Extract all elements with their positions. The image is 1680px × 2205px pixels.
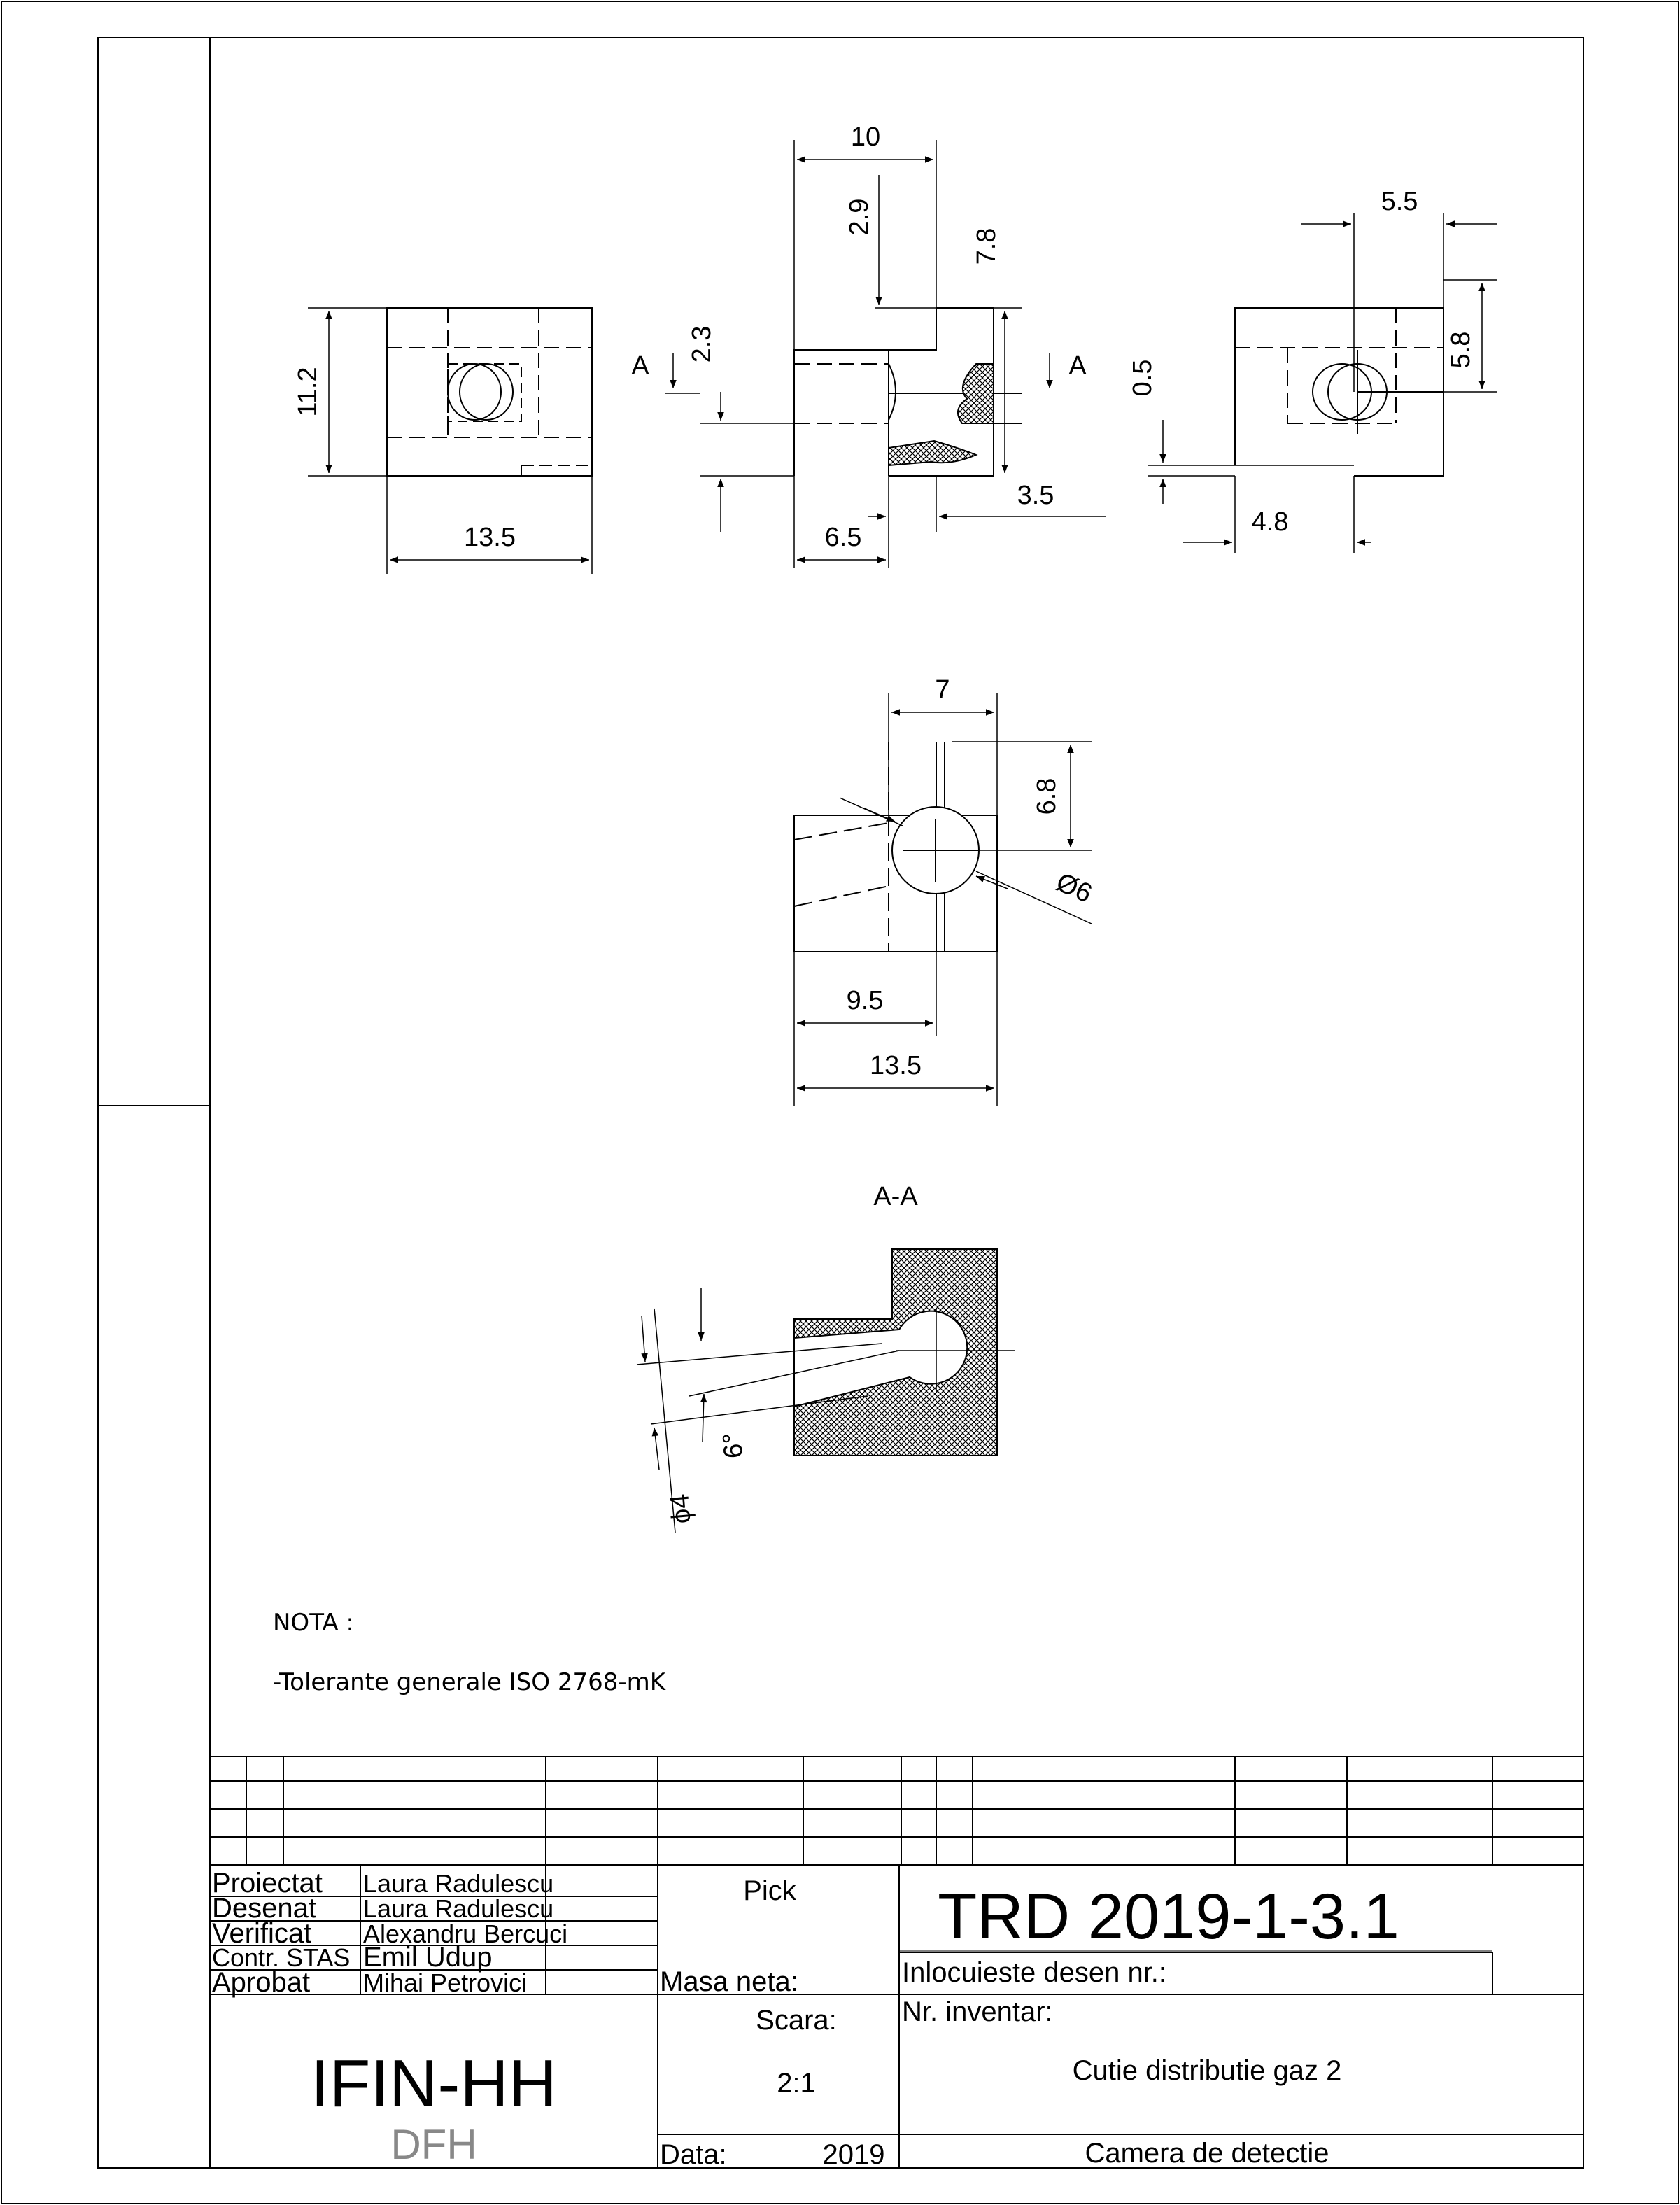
dim-line-phi4a — [642, 1316, 645, 1362]
dim-side-top: 10 — [850, 122, 881, 152]
department-label: DFH — [390, 2121, 477, 2168]
dim-right-d2: 5.8 — [1446, 331, 1476, 369]
right-view — [1128, 187, 1497, 553]
section-title: A-A — [873, 1182, 918, 1211]
inventory-label: Nr. inventar: — [902, 1996, 1053, 2027]
dim-side-d2: 7.8 — [972, 227, 1001, 265]
dim-right-d3: 0.5 — [1128, 359, 1157, 397]
section-label-right: A — [1068, 351, 1087, 381]
dim-side-d3: 2.3 — [687, 325, 717, 363]
scale-label: Scara: — [756, 2005, 837, 2036]
dim-top-d3: 9.5 — [846, 986, 884, 1015]
name-4: Emil Udup — [363, 1942, 493, 1973]
role-2: Desenat — [212, 1893, 316, 1924]
dim-side-d4: 3.5 — [1017, 481, 1054, 510]
side-view — [631, 122, 1106, 568]
title-block — [210, 1756, 1583, 2170]
dim-top-d1: 7 — [935, 675, 950, 705]
role-5: Aprobat — [212, 1967, 311, 1998]
dim-side-d5: 6.5 — [824, 523, 862, 552]
date-value: 2019 — [822, 2139, 885, 2170]
date-label: Data: — [660, 2139, 727, 2170]
assembly-name: Camera de detectie — [1085, 2138, 1329, 2169]
front-view — [293, 308, 592, 574]
notes — [273, 1609, 667, 1696]
dim-line-phi4b — [654, 1428, 659, 1470]
notes-tolerance: -Tolerante generale ISO 2768-mK — [273, 1668, 666, 1696]
replaces-label: Inlocuieste desen nr.: — [902, 1957, 1167, 1988]
dim-front-width: 13.5 — [464, 523, 516, 552]
dim-top-diameter: Ø6 — [1052, 867, 1096, 909]
name-3: Alexandru Bercuci — [363, 1919, 568, 1948]
material: Pick — [743, 1875, 796, 1906]
mass-label: Masa neta: — [660, 1966, 798, 1997]
notes-heading: NOTA : — [273, 1609, 354, 1637]
role-3: Verificat — [212, 1918, 312, 1949]
drawing-number: TRD 2019-1-3.1 — [938, 1881, 1399, 1952]
side-view-break-hatch — [958, 364, 994, 423]
role-4: Contr. STAS — [212, 1943, 351, 1972]
dim-section-angle: 6° — [717, 1432, 749, 1460]
section-hatched-body — [794, 1249, 997, 1456]
dim-front-height: 11.2 — [293, 367, 323, 417]
dim-section-diameter: ϕ4 — [665, 1493, 697, 1526]
section-label-left: A — [631, 351, 649, 381]
dim-line-angle-b — [703, 1394, 704, 1442]
role-1: Proiectat — [212, 1868, 323, 1898]
name-5: Mihai Petrovici — [363, 1968, 528, 1997]
side-view-break-hatch-2 — [889, 441, 976, 465]
name-1: Laura Radulescu — [363, 1869, 554, 1898]
dim-top-d2: 6.8 — [1032, 777, 1061, 815]
dim-side-d1: 2.9 — [845, 198, 874, 236]
part-name: Cutie distributie gaz 2 — [1072, 2055, 1342, 2086]
dim-right-d4: 4.8 — [1251, 507, 1289, 537]
top-view — [794, 675, 1096, 1106]
dim-top-d4: 13.5 — [870, 1051, 922, 1080]
section-view — [637, 1182, 1015, 1533]
name-2: Laura Radulescu — [363, 1894, 554, 1923]
institute-logo: IFIN-HH — [311, 2046, 557, 2121]
dim-right-d1: 5.5 — [1381, 187, 1418, 216]
scale-value: 2:1 — [777, 2068, 816, 2099]
